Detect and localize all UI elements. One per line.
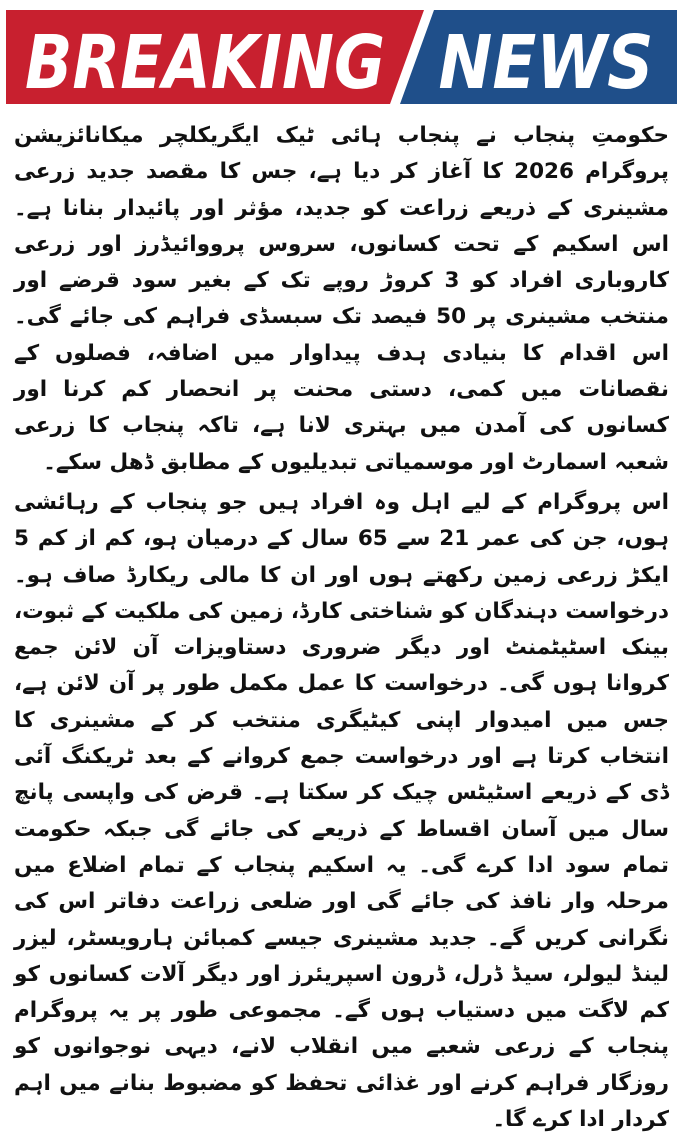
article-paragraph-1: حکومتِ پنجاب نے پنجاب ہائی ٹیک ایگریکلچر میکانائزیشن پروگرام 2026 کا آغاز کر دیا ہے، جس کا مقصد جدید زرعی مشینری کے ذریعے زراعت کو جدید، مؤثر اور پائیدار بنانا ہے۔ اس اسکیم کے تحت کسانوں، سروس پرووائیڈرز اور زرعی کاروباری افراد کو 3 کروڑ روپے تک کے بغیر سود قرضے اور منتخب مشینری پر 50 فیصد تک سبسڈی فراہم کی جائے گی۔ اس اقدام کا بنیادی ہدف پیداوار میں اضافہ، فصلوں کے نقصانات میں کمی، دستی محنت پر انحصار کم کرنا اور کسانوں کی آمدن میں بہتری لانا ہے، تاکہ پنجاب کا زرعی شعبہ اسمارٹ اور موسمیاتی تبدیلیوں کے مطابق ڈھل سکے۔ (14, 123, 669, 475)
breaking-news-graphic (0, 0, 683, 112)
article-body (14, 118, 669, 1138)
breaking-news-banner (0, 0, 683, 112)
article-paragraph-2: اس پروگرام کے لیے اہل وہ افراد ہیں جو پنجاب کے رہائشی ہوں، جن کی عمر 21 سے 65 سال کے درمیان ہو، کم از کم 5 ایکڑ زرعی زمین رکھتے ہوں اور ان کا مالی ریکارڈ صاف ہو۔ درخواست دہندگان کو شناختی کارڈ، زمین کی ملکیت کے ثبوت، بینک اسٹیٹمنٹ اور دیگر ضروری دستاویزات آن لائن جمع کروانا ہوں گی۔ درخواست کا عمل مکمل طور پر آن لائن ہے، جس میں امیدوار اپنی کیٹیگری منتخب کر کے مشینری کا انتخاب کرتا ہے اور درخواست جمع کروانے کے بعد ٹریکنگ آئی ڈی کے ذریعے اسٹیٹس چیک کر سکتا ہے۔ قرض کی واپسی پانچ سال میں آسان اقساط کے ذریعے کی جائے گی جبکہ حکومت تمام سود ادا کرے گی۔ یہ اسکیم پنجاب کے تمام اضلاع میں مرحلہ وار نافذ کی جائے گی اور ضلعی زراعت دفاتر اس کی نگرانی کریں گے۔ جدید مشینری جیسے کمبائن ہارویسٹر، لیزر لینڈ لیولر، سیڈ ڈرل، ڈرون اسپریئرز اور دیگر آلات کسانوں کو کم لاگت میں دستیاب ہوں گے۔ مجموعی طور پر یہ پروگرام پنجاب کے زرعی شعبے میں انقلاب لانے، دیہی نوجوانوں کو روزگار فراہم کرنے اور غذائی تحفظ کو مضبوط بنانے میں اہم کردار ادا کرے گا۔ (14, 489, 670, 1133)
banner-word-breaking: BREAKING (25, 20, 385, 106)
banner-word-news: NEWS (438, 20, 654, 106)
